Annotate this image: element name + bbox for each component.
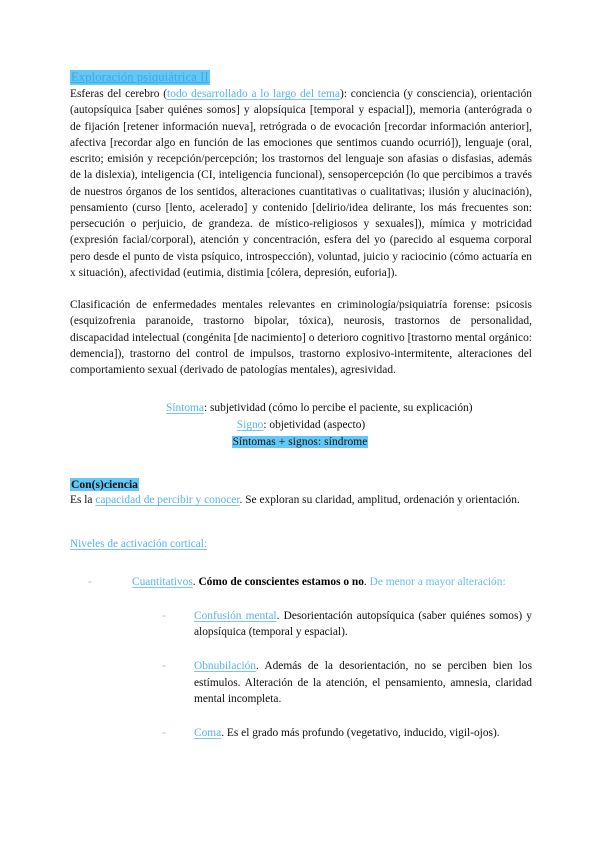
subitems-wrapper xyxy=(132,608,532,742)
section-heading-consciencia xyxy=(70,477,532,492)
paragraph-consciencia xyxy=(70,492,532,508)
definition-sindrome-highlight: Síntomas + signos: síndrome xyxy=(232,436,368,449)
paragraph-spacer xyxy=(70,281,532,297)
definition-signo xyxy=(130,417,532,434)
list-item-cuantitativos-bold: Cómo de conscientes estamos o no xyxy=(198,575,364,588)
dash-bullet-icon: - xyxy=(162,727,166,739)
consciencia-lead: Es la xyxy=(70,494,96,507)
list-item-cuantitativos-afterbold: . xyxy=(363,575,370,588)
niveles-list xyxy=(70,574,532,742)
definition-sintoma-term[interactable]: Síntoma xyxy=(166,402,204,415)
list-item-confusion-mental xyxy=(154,608,532,641)
paragraph-clasificacion-enfermedades: Clasificación de enfermedades mentales relevantes en criminología/psiquiatría forense: psicosis (esquizofrenia paranoide, trastorno bipolar, tóxica), neurosis, trastornos de personalidad, discapacidad intelectual (congénita [de nacimiento] o deterioro cognitivo [trastorno mental orgánico: demencia]), trastorno del control de impulsos, trastorno explosivo-intermitente, alteraciones del comportamiento sexual (derivado de patologías mentales), agresividad. xyxy=(70,299,532,376)
page-title: Exploración psiquiátrica II xyxy=(71,70,209,84)
list-item-confusion-mental-term[interactable]: Confusión mental xyxy=(194,609,277,622)
paragraph-1-rest: ): conciencia (y consciencia), orientación (autopsíquica [saber quiénes somos] y alopsíquica [temporal y espacial]), memoria (anterógrada o de fijación [retener información nueva], retrógrada o de evocación [recordar información anterior], afectiva [recordar algo en función de las emociones que sentimos cuando ocurrió]), lenguaje (oral, escrito; emisión y recepción/percepción; los trastornos del lenguaje son afasias o disfasias, además de la dislexia), inteligencia (CI, inteligencia funcional), sensopercepción (lo que percibimos a través de nuestros órganos de los sentidos, alteraciones cuantitativas o cualitativas; ilusión y alucinación), pensamiento (curso [lento, acelerado] y contenido [delirio/idea delirante, los más frecuentes son: persecución o perjuicio, de grandeza. de místico-religiosos y sexuales]), mímica y motricidad (expresión facial/corporal), atención y concentración, esfera del yo (parecido al esquema corporal pero desde el punto de vista psíquico, introspección), voluntad, juicio y raciocinio (cómo actuaría en x situación), afectividad (eutimia, distimia [cólera, depresión, euforia]). xyxy=(70,88,532,279)
list-item-coma-term[interactable]: Coma xyxy=(194,727,222,739)
list-item-confusion-mental-text: . Desorientación autopsíquica (saber quiénes somos) y alopsíquica (temporal y espacial). xyxy=(194,609,533,638)
list-item-cuantitativos-term[interactable]: Cuantitativos xyxy=(132,575,193,588)
list-item-obnubilacion-term[interactable]: Obnubilación xyxy=(194,660,257,673)
section-heading-niveles xyxy=(70,537,532,552)
list-item-obnubilacion xyxy=(154,658,532,707)
dash-bullet-icon: - xyxy=(162,609,166,622)
definition-signo-term[interactable]: Signo xyxy=(236,419,264,432)
paragraph-1-lead: Esferas del cerebro ( xyxy=(70,88,168,100)
dash-bullet-icon: - xyxy=(162,660,166,673)
list-item-obnubilacion-text: . Además de la desorientación, no se perciben bien los estímulos. Alteración de la atención, el pensamiento, amnesia, claridad mental incompleta. xyxy=(194,660,532,705)
list-item-coma xyxy=(154,725,532,741)
list-item-cuantitativos xyxy=(70,574,532,742)
section-heading-consciencia-label: Con(s)ciencia xyxy=(71,478,138,492)
definitions-block xyxy=(70,400,532,451)
inline-link-todo-desarrollado[interactable]: todo desarrollado a lo largo del tema xyxy=(167,88,341,100)
list-item-cuantitativos-blue: De menor a mayor alteración: xyxy=(369,575,506,588)
paragraph-esferas-del-cerebro xyxy=(70,86,532,281)
definition-sintoma xyxy=(130,400,532,417)
consciencia-rest: . Se exploran su claridad, amplitud, ordenación y orientación. xyxy=(239,494,520,507)
list-item-cuantitativos-separator: . xyxy=(192,575,199,588)
list-item-coma-text: . Es el grado más profundo (vegetativo, inducido, vigil-ojos). xyxy=(221,727,500,739)
definition-signo-text: : objetividad (aspecto) xyxy=(263,419,366,432)
section-heading-niveles-label[interactable]: Niveles de activación cortical: xyxy=(70,537,208,550)
inline-link-capacidad-percibir[interactable]: capacidad de percibir y conocer xyxy=(95,494,240,507)
definition-sindrome xyxy=(130,434,532,451)
cuantitativos-sublist xyxy=(154,608,532,742)
definition-sintoma-text: : subjetividad (cómo lo percibe el paciente, su explicación) xyxy=(203,402,473,415)
dash-bullet-icon: - xyxy=(88,575,92,588)
